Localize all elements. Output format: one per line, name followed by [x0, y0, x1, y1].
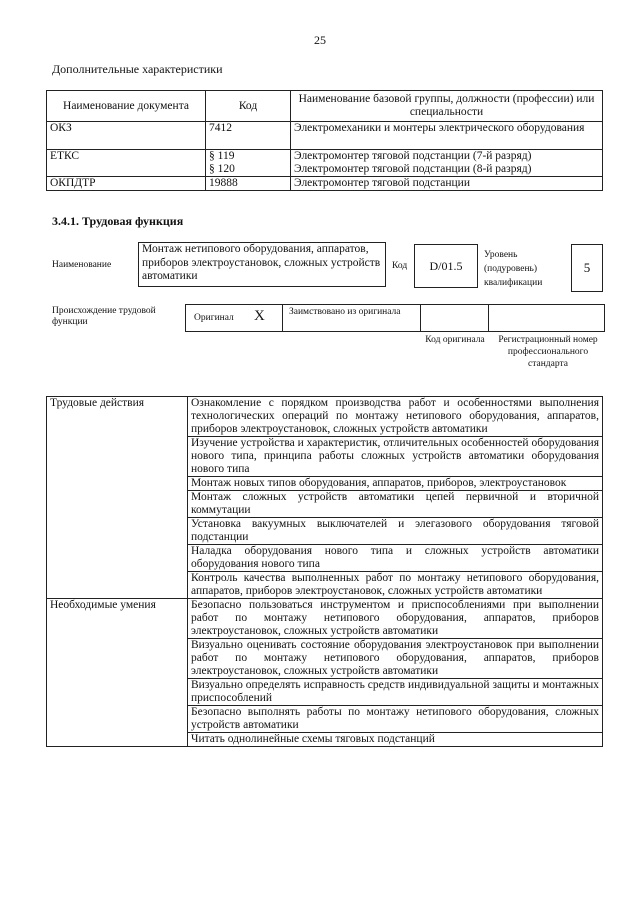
table-row — [47, 599, 603, 639]
additional-characteristics-table — [46, 90, 603, 191]
origin-box — [185, 304, 605, 332]
list-item: Читать однолинейные схемы тяговых подстанций — [188, 733, 603, 747]
code-cell: § 120 — [206, 163, 291, 177]
name-label: Наименование — [52, 260, 112, 270]
origin-label: Происхождение трудовой функции — [52, 306, 156, 327]
code-label: Код — [392, 261, 408, 271]
additional-characteristics-title: Дополнительные характеристики — [52, 62, 223, 76]
list-item: Монтаж сложных устройств автоматики цепей первичной и вторичной коммутации — [188, 491, 603, 518]
header-code: Код — [206, 91, 291, 122]
table-row — [47, 150, 603, 164]
table-row — [47, 397, 603, 437]
list-item: Безопасно выполнять работы по монтажу нетипового оборудования, сложных устройств автоматики — [188, 706, 603, 733]
list-item: Визуально определять исправность средств индивидуальной защиты и монтажных приспособлений — [188, 679, 603, 706]
reg-number-label: Регистрационный номер профессионального стандарта — [498, 335, 598, 369]
list-item: Ознакомление с порядком производства работ и особенностями выполнения технологических операций по монтажу нетипового оборудования, аппаратов, приборов электроустановок, сложных устройств автоматики — [188, 397, 603, 437]
original-label: Оригинал — [194, 313, 234, 323]
list-item: Контроль качества выполненных работ по монтажу нетипового оборудования, аппаратов, приборов электроустановок, сложных устройств автоматики — [188, 572, 603, 599]
header-group-name: Наименование базовой группы, должности (профессии) или специальности — [291, 91, 603, 122]
name-cell: Электромонтер тяговой подстанции — [291, 177, 603, 191]
table-row — [47, 122, 603, 150]
name-cell: Электромонтер тяговой подстанции (7-й разряд) — [291, 150, 603, 164]
page-number: 25 — [314, 33, 326, 47]
doc-cell: ОКЗ — [47, 122, 206, 150]
code-cell: 7412 — [206, 122, 291, 150]
table-header-row — [47, 91, 603, 122]
divider — [282, 305, 283, 331]
original-mark: X — [254, 308, 265, 324]
section-title: 3.4.1. Трудовая функция — [52, 214, 184, 228]
function-code-box: D/01.5 — [414, 244, 478, 288]
list-item: Установка вакуумных выключателей и элегазового оборудования тяговой подстанции — [188, 518, 603, 545]
level-label: Уровень (подуровень) квалификации — [484, 250, 543, 288]
borrowed-label: Заимствовано из оригинала — [289, 307, 401, 317]
code-original-label: Код оригинала — [425, 335, 485, 345]
labor-function-table — [46, 396, 603, 747]
table-row — [47, 177, 603, 191]
level-box: 5 — [571, 244, 603, 292]
list-item: Безопасно пользоваться инструментом и приспособлениями при выполнении работ по монтажу нетипового оборудования, аппаратов, приборов электроустановок, сложных устройств автоматики — [188, 599, 603, 639]
name-cell: Электромеханики и монтеры электрического оборудования — [291, 122, 603, 150]
header-doc-name: Наименование документа — [47, 91, 206, 122]
name-cell: Электромонтер тяговой подстанции (8-й разряд) — [291, 163, 603, 177]
doc-cell: ОКПДТР — [47, 177, 206, 191]
divider — [488, 305, 489, 331]
function-name-box: Монтаж нетипового оборудования, аппаратов, приборов электроустановок, сложных устройств автоматики — [138, 242, 386, 287]
divider — [420, 305, 421, 331]
code-cell: § 119 — [206, 150, 291, 164]
code-cell: 19888 — [206, 177, 291, 191]
list-item: Наладка оборудования нового типа и сложных устройств автоматики оборудования нового типа — [188, 545, 603, 572]
skills-label: Необходимые умения — [47, 599, 188, 747]
doc-cell: ЕТКС — [47, 150, 206, 177]
list-item: Изучение устройства и характеристик, отличительных особенностей оборудования нового типа, принципа работы сложных устройств автоматики оборудования нового типа — [188, 437, 603, 477]
list-item: Визуально оценивать состояние оборудования электроустановок при выполнении работ по монтажу нетипового оборудования, аппаратов, приборов электроустановок, сложных устройств автоматики — [188, 639, 603, 679]
labor-actions-label: Трудовые действия — [47, 397, 188, 599]
list-item: Монтаж новых типов оборудования, аппаратов, приборов, электроустановок — [188, 477, 603, 491]
